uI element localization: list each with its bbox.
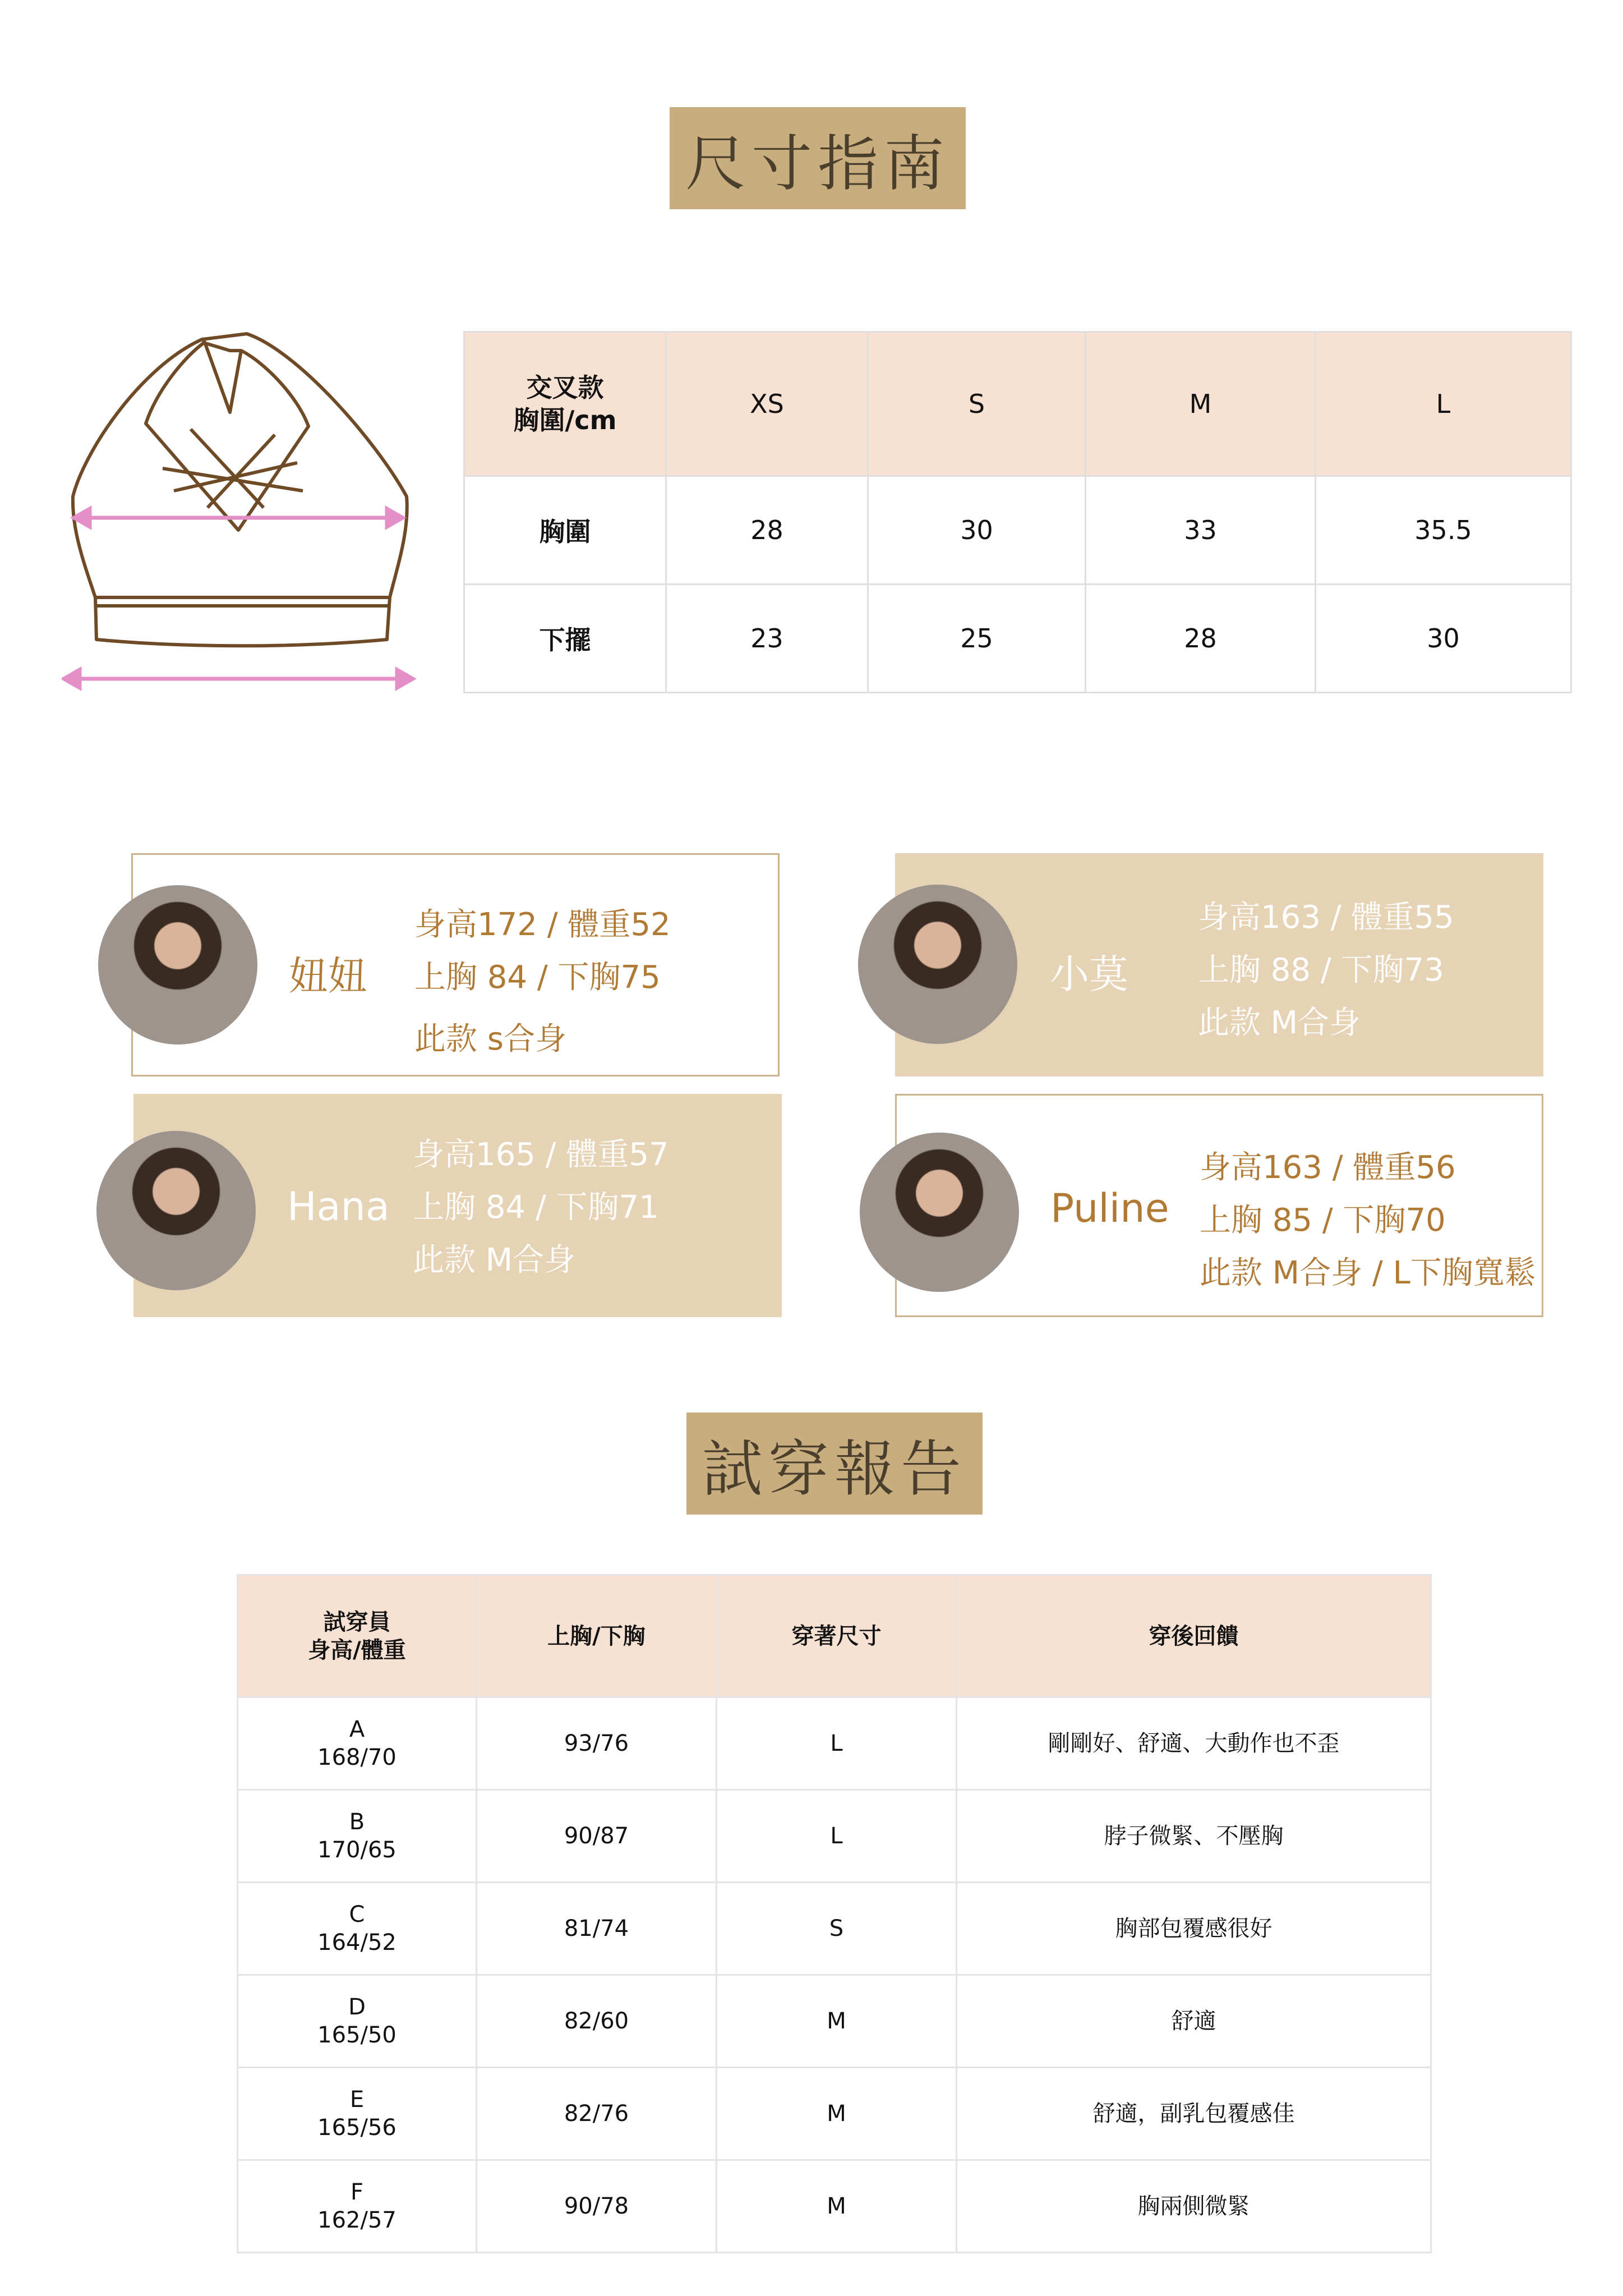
- model-photo: [96, 1131, 256, 1290]
- trial-header-tester-label: 試穿員: [323, 1609, 391, 1635]
- trial-report-title: 試穿報告: [686, 1412, 983, 1515]
- model-card-hana: [133, 1094, 782, 1317]
- size-header-l: L: [1316, 332, 1571, 476]
- tester-id: E: [349, 2087, 365, 2113]
- size-cell: 30: [1316, 585, 1571, 693]
- model-name: 小莫: [1050, 951, 1128, 997]
- model-fit: 此款 s合身: [414, 1021, 566, 1057]
- tester-size: M: [717, 1975, 957, 2068]
- model-bust: 上胸 84 / 下胸71: [413, 1189, 659, 1226]
- trial-row: [238, 1975, 1431, 2068]
- trial-row: [238, 2068, 1431, 2160]
- model-bust: 上胸 84 / 下胸75: [414, 959, 661, 996]
- model-fit: 此款 M合身 / L下胸寬鬆: [1200, 1255, 1536, 1291]
- size-chart-unit-label: 胸圍/cm: [513, 405, 617, 435]
- tester-size: M: [717, 2160, 957, 2253]
- model-photo: [98, 885, 257, 1045]
- tester-feedback: 剛剛好、舒適、大動作也不歪: [957, 1697, 1431, 1790]
- tester-bust: 90/87: [477, 1790, 717, 1883]
- size-row-label: 下擺: [464, 585, 666, 693]
- size-cell: 28: [666, 476, 868, 585]
- bra-diagram: [62, 328, 421, 698]
- trial-header-size: 穿著尺寸: [717, 1575, 957, 1697]
- size-chart-table: [463, 331, 1572, 693]
- tester-hw: 162/57: [317, 2207, 396, 2233]
- size-chart-row: [464, 585, 1571, 693]
- size-cell: 30: [868, 476, 1086, 585]
- tester-cell: [238, 1697, 477, 1790]
- tester-bust: 93/76: [477, 1697, 717, 1790]
- size-chart-corner-label: [464, 332, 666, 476]
- trial-header-tester: [238, 1575, 477, 1697]
- model-height-weight: 身高163 / 體重55: [1198, 899, 1454, 936]
- tester-bust: 82/60: [477, 1975, 717, 2068]
- tester-size: M: [717, 2068, 957, 2160]
- tester-id: C: [349, 1902, 365, 1927]
- trial-report-table: [237, 1574, 1432, 2253]
- tester-id: B: [349, 1809, 365, 1835]
- model-name: 妞妞: [289, 953, 367, 999]
- model-height-weight: 身高163 / 體重56: [1200, 1149, 1456, 1186]
- size-guide-title: 尺寸指南: [670, 107, 966, 209]
- model-photo: [860, 1133, 1019, 1292]
- tester-hw: 165/50: [317, 2022, 396, 2048]
- size-cell: 33: [1086, 476, 1316, 585]
- size-header-s: S: [868, 332, 1086, 476]
- tester-hw: 168/70: [317, 1745, 396, 1770]
- model-card-niuniu: [131, 853, 780, 1076]
- size-chart-row: [464, 476, 1571, 585]
- size-header-m: M: [1086, 332, 1316, 476]
- model-fit: 此款 M合身: [1198, 1005, 1361, 1041]
- size-cell: 25: [868, 585, 1086, 693]
- tester-bust: 90/78: [477, 2160, 717, 2253]
- size-chart-style-label: 交叉款: [526, 372, 604, 403]
- model-name: Puline: [1050, 1185, 1169, 1231]
- model-card-puline: [895, 1094, 1543, 1317]
- model-fit: 此款 M合身: [413, 1242, 576, 1278]
- tester-hw: 164/52: [317, 1930, 396, 1955]
- tester-hw: 165/56: [317, 2115, 396, 2141]
- model-height-weight: 身高172 / 體重52: [414, 907, 671, 943]
- trial-row: [238, 1790, 1431, 1883]
- tester-size: L: [717, 1790, 957, 1883]
- model-height-weight: 身高165 / 體重57: [413, 1137, 669, 1173]
- tester-feedback: 舒適: [957, 1975, 1431, 2068]
- tester-cell: [238, 1790, 477, 1883]
- tester-bust: 81/74: [477, 1883, 717, 1975]
- tester-id: D: [348, 1994, 366, 2020]
- tester-bust: 82/76: [477, 2068, 717, 2160]
- model-card-xiaomo: [895, 853, 1543, 1076]
- trial-header-bust: 上胸/下胸: [477, 1575, 717, 1697]
- trial-row: [238, 1883, 1431, 1975]
- trial-row: [238, 1697, 1431, 1790]
- size-row-label: 胸圍: [464, 476, 666, 585]
- model-name: Hana: [287, 1184, 390, 1230]
- trial-header-hw-label: 身高/體重: [308, 1637, 406, 1663]
- size-cell: 28: [1086, 585, 1316, 693]
- trial-row: [238, 2160, 1431, 2253]
- tester-cell: [238, 1975, 477, 2068]
- tester-size: S: [717, 1883, 957, 1975]
- tester-feedback: 胸部包覆感很好: [957, 1883, 1431, 1975]
- tester-id: A: [349, 1717, 365, 1742]
- tester-cell: [238, 2160, 477, 2253]
- model-photo: [858, 885, 1017, 1044]
- trial-header-feedback: 穿後回饋: [957, 1575, 1431, 1697]
- tester-feedback: 胸兩側微緊: [957, 2160, 1431, 2253]
- size-chart-header-row: [464, 332, 1571, 476]
- tester-hw: 170/65: [317, 1837, 396, 1863]
- tester-feedback: 脖子微緊、不壓胸: [957, 1790, 1431, 1883]
- tester-id: F: [350, 2179, 363, 2205]
- model-bust: 上胸 85 / 下胸70: [1200, 1202, 1446, 1239]
- tester-cell: [238, 1883, 477, 1975]
- tester-feedback: 舒適，副乳包覆感佳: [957, 2068, 1431, 2160]
- trial-header-row: [238, 1575, 1431, 1697]
- tester-size: L: [717, 1697, 957, 1790]
- tester-cell: [238, 2068, 477, 2160]
- size-cell: 23: [666, 585, 868, 693]
- size-header-xs: XS: [666, 332, 868, 476]
- size-cell: 35.5: [1316, 476, 1571, 585]
- model-bust: 上胸 88 / 下胸73: [1198, 952, 1444, 988]
